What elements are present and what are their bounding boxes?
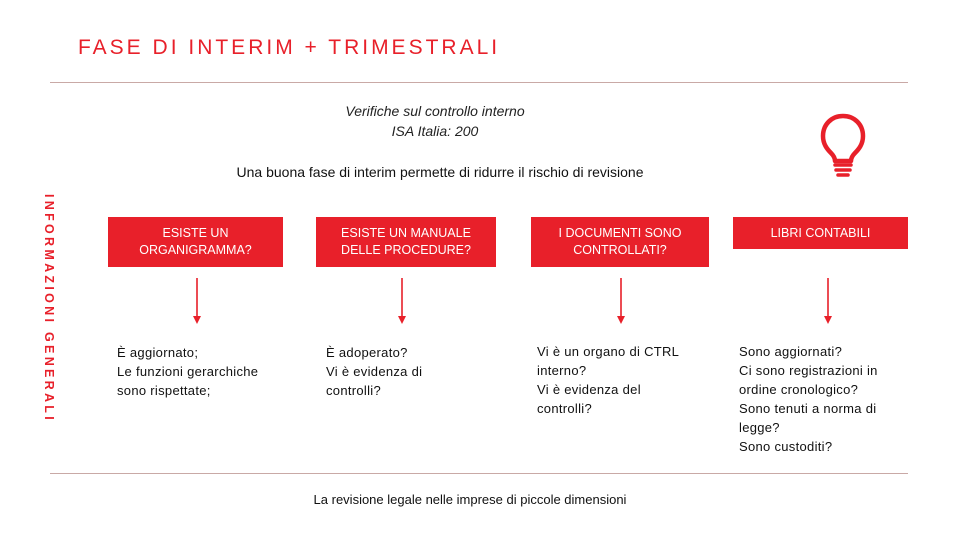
box-organigramma: ESISTE UN ORGANIGRAMMA? xyxy=(108,217,283,267)
top-divider xyxy=(50,82,908,83)
subtitle-line-1: Verifiche sul controllo interno xyxy=(345,103,525,119)
desc-organigramma: È aggiornato; Le funzioni gerarchiche sono rispettate; xyxy=(117,345,259,398)
desc-manuale-procedure: È adoperato? Vi è evidenza di controlli? xyxy=(326,345,423,398)
desc-documenti-controllati: Vi è un organo di CTRL interno? Vi è evidenza del controlli? xyxy=(537,344,680,416)
arrow-down-icon xyxy=(397,278,407,324)
box-documenti-controllati: I DOCUMENTI SONO CONTROLLATI? xyxy=(531,217,709,267)
footer-text: La revisione legale nelle imprese di piccole dimensioni xyxy=(313,492,627,507)
side-label-informazioni-generali: INFORMAZIONI GENERALI xyxy=(42,194,56,424)
tagline: Una buona fase di interim permette di ridurre il rischio di revisione xyxy=(236,164,644,180)
box-libri-contabili: LIBRI CONTABILI xyxy=(733,217,908,249)
subtitle xyxy=(300,101,570,141)
arrow-down-icon xyxy=(616,278,626,324)
arrow-down-icon xyxy=(823,278,833,324)
lightbulb-icon xyxy=(818,112,868,178)
box-manuale-procedure: ESISTE UN MANUALE DELLE PROCEDURE? xyxy=(316,217,496,267)
slide-title: FASE DI INTERIM + TRIMESTRALI xyxy=(78,36,501,59)
desc-libri-contabili: Sono aggiornati? Ci sono registrazioni in ordine cronologico? Sono tenuti a norma di legge? Sono custoditi? xyxy=(739,344,878,454)
arrow-down-icon xyxy=(192,278,202,324)
subtitle-line-2: ISA Italia: 200 xyxy=(391,123,479,139)
bottom-divider xyxy=(50,473,908,474)
